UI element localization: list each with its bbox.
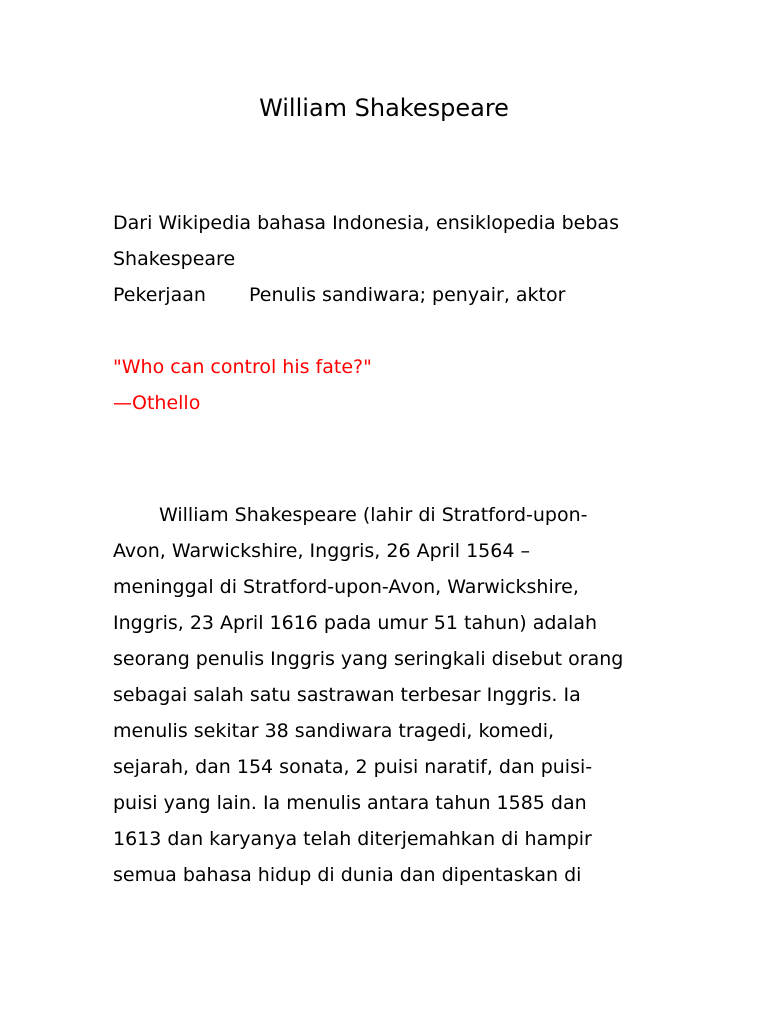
body-line: 1613 dan karyanya telah diterjemahkan di hampir bbox=[113, 828, 592, 850]
body-line: seorang penulis Inggris yang seringkali disebut orang bbox=[113, 648, 624, 670]
source-line: Dari Wikipedia bahasa Indonesia, ensiklopedia bebas bbox=[113, 212, 619, 234]
body-line: meninggal di Stratford-upon-Avon, Warwickshire, bbox=[113, 576, 579, 598]
occupation-row bbox=[113, 282, 565, 308]
body-line: sebagai salah satu sastrawan terbesar Inggris. Ia bbox=[113, 684, 581, 706]
occupation-value: Penulis sandiwara; penyair, aktor bbox=[249, 284, 566, 306]
body-line: Avon, Warwickshire, Inggris, 26 April 1564 – bbox=[113, 540, 530, 562]
quote-text: "Who can control his fate?" bbox=[113, 356, 372, 378]
body-line: menulis sekitar 38 sandiwara tragedi, komedi, bbox=[113, 720, 555, 742]
body-line: Inggris, 23 April 1616 pada umur 51 tahun) adalah bbox=[113, 612, 597, 634]
body-line: semua bahasa hidup di dunia dan dipentaskan di bbox=[113, 864, 582, 886]
occupation-label: Pekerjaan bbox=[113, 284, 206, 306]
document-title: William Shakespeare bbox=[259, 94, 509, 122]
body-line: sejarah, dan 154 sonata, 2 puisi naratif, dan puisi- bbox=[113, 756, 593, 778]
body-line: William Shakespeare (lahir di Stratford-upon- bbox=[159, 504, 588, 526]
quote-attribution: —Othello bbox=[113, 392, 201, 414]
body-paragraph bbox=[113, 497, 658, 893]
subject-name: Shakespeare bbox=[113, 248, 236, 270]
body-line: puisi yang lain. Ia menulis antara tahun 1585 dan bbox=[113, 792, 587, 814]
